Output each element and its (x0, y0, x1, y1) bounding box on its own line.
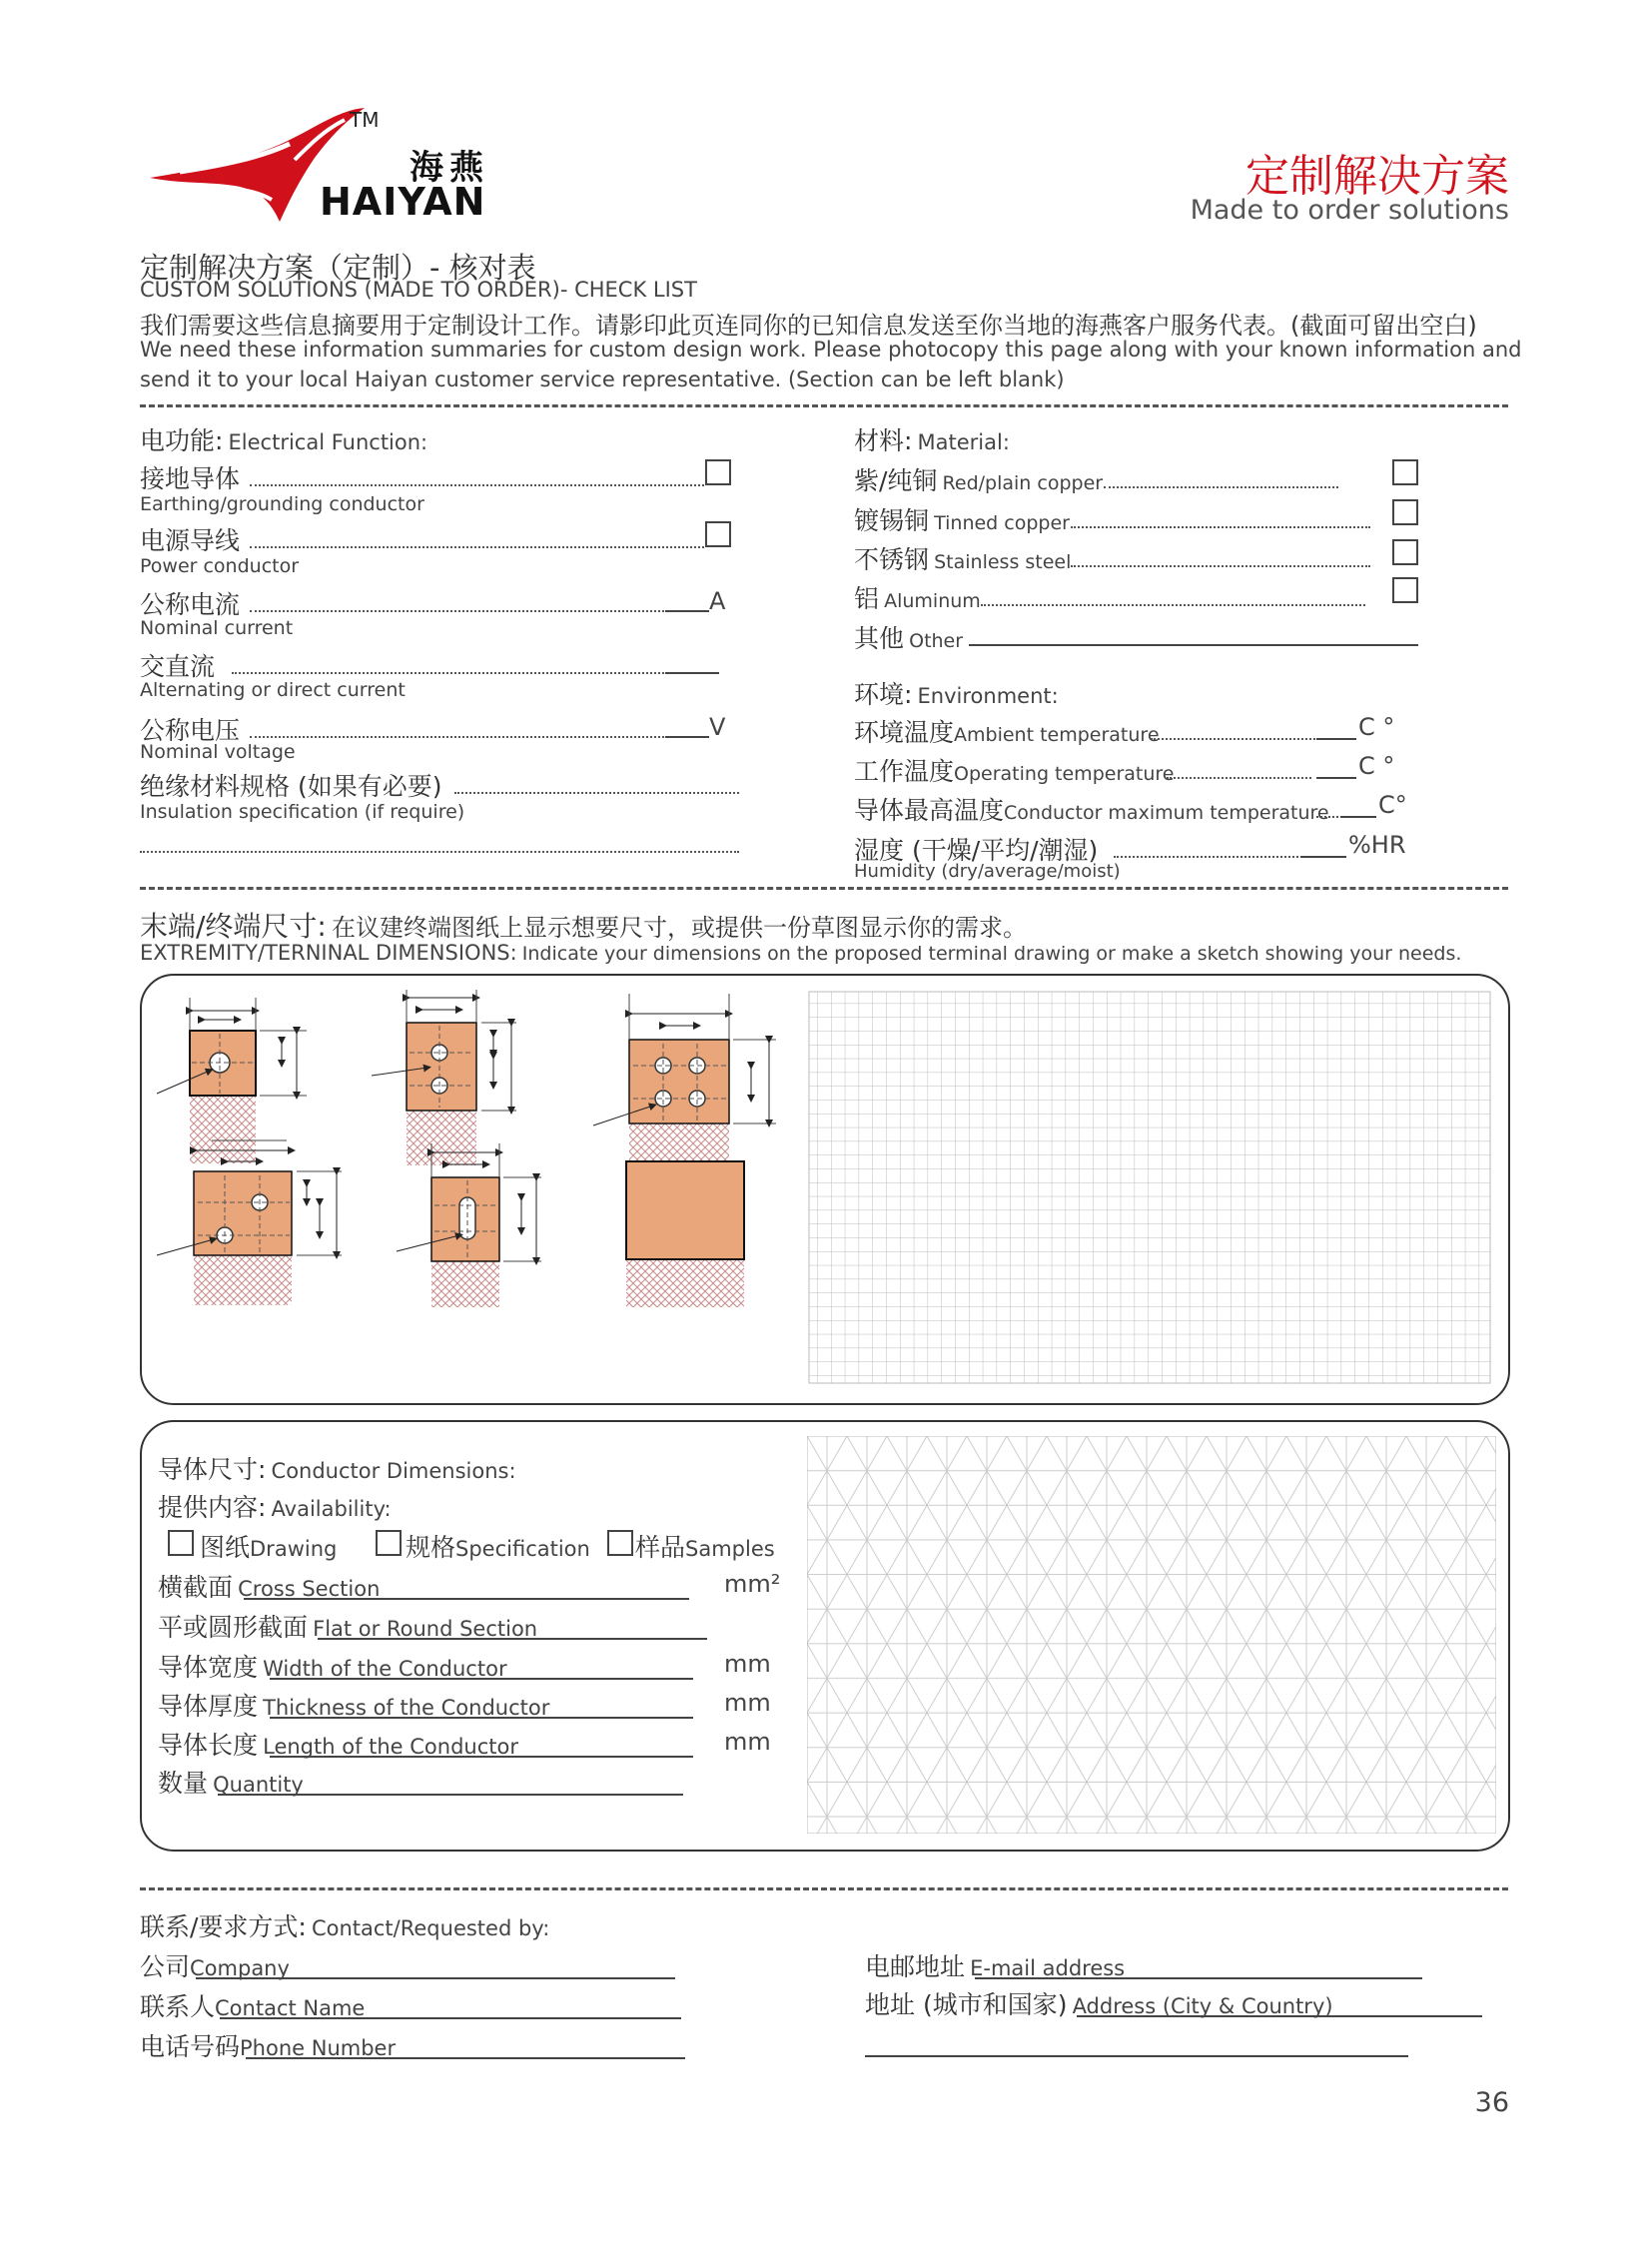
elec-item-cn: 绝缘材料规格 (如果有必要) (140, 772, 442, 801)
elec-item-en: Power conductor (140, 555, 300, 577)
leader-dots (232, 672, 664, 674)
address-input[interactable] (1077, 2015, 1482, 2017)
intro-desc-en-1: We need these information summaries for custom design work. Please photocopy this page along with your known information and (140, 338, 1522, 362)
field-thickness: 导体厚度 Thickness of the Conductor (158, 1692, 550, 1721)
terminal-drawing-four-holes (593, 994, 776, 1171)
material-item: 紫/纯铜 Red/plain copper (854, 466, 1104, 495)
leader-dots (250, 610, 664, 612)
environment-heading: 环境: Environment: (854, 680, 1059, 709)
brand-name-cn: 海燕 (410, 148, 489, 188)
elec-item-en: Alternating or direct current (140, 679, 406, 701)
terminal-heading: 末端/终端尺寸: 在议建终端图纸上显示想要尺寸，或提供一份草图显示你的需求。 (140, 910, 1027, 943)
elec-item-cn: 公称电流 (140, 590, 241, 619)
field-width: 导体宽度 Width of the Conductor (158, 1653, 507, 1682)
other-material-field[interactable] (969, 644, 1418, 646)
leader-dots (1071, 565, 1370, 567)
aluminum-checkbox[interactable] (1392, 577, 1418, 603)
env-item-en: Humidity (dry/average/moist) (854, 861, 1121, 882)
unit-label: mm (724, 1689, 771, 1717)
divider (140, 1887, 1508, 1890)
cross-section-input[interactable] (244, 1598, 689, 1600)
material-item: 铝 Aluminum (854, 584, 981, 613)
stainless-steel-checkbox[interactable] (1392, 539, 1418, 565)
elec-item-en: Nominal current (140, 617, 294, 639)
thickness-input[interactable] (270, 1717, 693, 1719)
terminal-drawing-blank (626, 1161, 744, 1307)
email-input[interactable] (975, 1977, 1422, 1979)
material-item: 不锈钢 Stainless steel (854, 545, 1072, 574)
leader-dots (1167, 777, 1311, 779)
leader-dots (1104, 486, 1338, 488)
material-other: 其他 Other (854, 624, 964, 653)
brand-name-en: HAIYAN (320, 180, 486, 224)
operating-temp-field[interactable] (1316, 777, 1356, 779)
unit-label: C° (1378, 791, 1407, 819)
intro-desc-en-2: send it to your local Haiyan customer service representative. (Section can be left blank) (140, 368, 1065, 391)
terminal-heading-en: EXTREMITY/TERNINAL DIMENSIONS: Indicate your dimensions on the proposed terminal drawing or make a sketch showing your needs. (140, 941, 1462, 965)
nominal-current-field[interactable] (665, 610, 709, 612)
red-copper-checkbox[interactable] (1392, 459, 1418, 485)
elec-item-en: Earthing/grounding conductor (140, 493, 424, 515)
power-conductor-checkbox[interactable] (705, 521, 731, 547)
contact-email: 电邮地址 E-mail address (865, 1952, 1126, 1981)
unit-label: mm² (724, 1570, 781, 1598)
unit-label: mm (724, 1650, 771, 1678)
unit-label: mm (724, 1728, 771, 1756)
brand-logo (140, 100, 519, 230)
insulation-field[interactable] (140, 851, 739, 853)
header-title-cn: 定制解决方案 (1245, 151, 1509, 202)
elec-item-cn: 接地导体 (140, 464, 241, 493)
unit-label: C ° (1358, 752, 1395, 780)
unit-label: %HR (1348, 831, 1406, 859)
leader-dots (1114, 856, 1298, 858)
divider (140, 887, 1508, 890)
leader-dots (981, 604, 1365, 606)
leader-dots (1071, 526, 1370, 528)
availability-heading: 提供内容: Availability: (158, 1493, 392, 1522)
terminal-drawing-single-hole (157, 998, 307, 1163)
leader-dots (250, 736, 664, 738)
terminal-drawing-offset-holes (157, 1140, 342, 1305)
leader-dots (250, 484, 704, 486)
flat-round-input[interactable] (318, 1638, 707, 1640)
env-item: 工作温度Operating temperature (854, 757, 1175, 786)
field-quantity: 数量 Quantity (158, 1769, 304, 1798)
checklist-title-en: CUSTOM SOLUTIONS (MADE TO ORDER)- CHECK LIST (140, 278, 697, 302)
terminal-drawings (142, 976, 1504, 1399)
terminal-drawing-slot (397, 1143, 541, 1307)
elec-item-cn: 电源导线 (140, 526, 241, 555)
brand-tm: TM (350, 108, 380, 132)
specification-checkbox[interactable] (376, 1530, 402, 1556)
phone-input[interactable] (246, 2057, 685, 2059)
material-heading: 材料: Material: (854, 426, 1010, 455)
option-specification: 规格Specification (406, 1533, 590, 1562)
contact-phone: 电话号码Phone Number (140, 2032, 397, 2061)
leader-dots (250, 546, 704, 548)
earthing-checkbox[interactable] (705, 459, 731, 485)
field-length: 导体长度 Length of the Conductor (158, 1731, 518, 1760)
checklist-title-cn: 定制解决方案（定制）- 核对表 (140, 251, 536, 285)
contact-name-input[interactable] (220, 2017, 681, 2019)
elec-item-en: Nominal voltage (140, 741, 296, 763)
intro-desc-cn: 我们需要这些信息摘要用于定制设计工作。请影印此页连同你的已知信息发送至你当地的海燕客户服务代表。(截面可留出空白) (140, 312, 1477, 340)
elec-item-cn: 交直流 (140, 652, 216, 681)
samples-checkbox[interactable] (607, 1530, 633, 1556)
divider (140, 404, 1508, 407)
contact-company: 公司Company (140, 1952, 290, 1981)
env-item: 导体最高温度Conductor maximum temperature (854, 796, 1329, 825)
nominal-voltage-field[interactable] (665, 736, 709, 738)
elec-item-en: Insulation specification (if require) (140, 801, 465, 823)
isometric-sketch-grid[interactable] (807, 1436, 1496, 1834)
tinned-copper-checkbox[interactable] (1392, 499, 1418, 525)
page-number: 36 (1474, 2087, 1509, 2118)
ambient-temp-field[interactable] (1316, 738, 1356, 740)
max-temp-field[interactable] (1340, 816, 1376, 818)
material-item: 镀锡铜 Tinned copper (854, 506, 1070, 535)
drawing-checkbox[interactable] (168, 1530, 194, 1556)
address-input-line-2[interactable] (865, 2055, 1408, 2057)
header-title-en: Made to order solutions (1190, 195, 1509, 226)
option-drawing: 图纸Drawing (200, 1533, 338, 1562)
field-cross-section: 横截面 Cross Section (158, 1573, 381, 1602)
electrical-heading: 电功能: Electrical Function: (140, 426, 428, 455)
unit-label: C ° (1358, 713, 1395, 741)
sketch-grid[interactable] (809, 992, 1490, 1383)
field-flat-round: 平或圆形截面 Flat or Round Section (158, 1613, 538, 1642)
elec-item-cn: 公称电压 (140, 716, 241, 745)
humidity-field[interactable] (1300, 856, 1346, 858)
contact-address: 地址 (城市和国家) Address (City & Country) (865, 1990, 1333, 2019)
contact-name: 联系人Contact Name (140, 1992, 366, 2021)
env-item: 环境温度Ambient temperature (854, 718, 1160, 747)
leader-dots (1316, 816, 1338, 818)
company-input[interactable] (196, 1977, 675, 1979)
env-item-cn: 湿度 (干燥/平均/潮湿) (854, 836, 1099, 865)
conductor-heading: 导体尺寸: Conductor Dimensions: (158, 1455, 516, 1484)
unit-label: A (709, 587, 726, 615)
width-input[interactable] (270, 1678, 693, 1680)
option-samples: 样品Samples (635, 1533, 775, 1562)
ac-dc-field[interactable] (665, 672, 719, 674)
leader-dots (1151, 738, 1315, 740)
quantity-input[interactable] (218, 1794, 683, 1796)
length-input[interactable] (270, 1756, 693, 1758)
leader-dots (454, 792, 739, 794)
terminal-drawing-two-holes (372, 990, 516, 1165)
contact-heading: 联系/要求方式: Contact/Requested by: (140, 1912, 550, 1941)
unit-label: V (709, 713, 726, 741)
